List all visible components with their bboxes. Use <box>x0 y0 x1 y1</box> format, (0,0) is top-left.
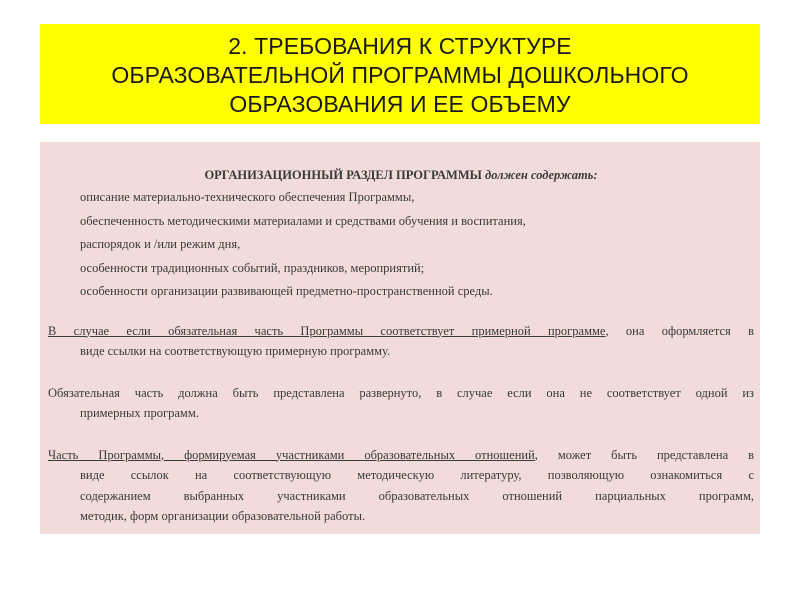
title-line-2: ОБРАЗОВАТЕЛЬНОЙ ПРОГРАММЫ ДОШКОЛЬНОГО <box>111 61 689 88</box>
content-panel <box>40 142 760 534</box>
title-banner <box>40 24 760 124</box>
list-item-text: распорядок и /или режим дня, <box>80 237 241 251</box>
underlined-phrase: В случае если обязательная часть Программы соответствует примерной программе <box>48 323 606 338</box>
list-item-text: особенности организации развивающей предметно-пространственной среды. <box>80 284 493 298</box>
paragraph-participants-part <box>48 445 754 527</box>
paragraph-detailed-part <box>48 383 754 424</box>
title-line-1: 2. ТРЕБОВАНИЯ К СТРУКТУРЕ <box>228 32 572 59</box>
requirements-list <box>48 186 754 304</box>
section-heading-bold: ОРГАНИЗАЦИОННЫЙ РАЗДЕЛ ПРОГРАММЫ <box>204 168 482 182</box>
paragraph-line: методик, форм организации образовательной работы. <box>80 509 366 523</box>
list-item <box>48 280 754 304</box>
section-heading-italic: должен содержать: <box>485 168 598 182</box>
section-heading <box>48 166 754 184</box>
paragraph-line <box>48 445 754 466</box>
underlined-phrase: Часть Программы, формируемая участниками образовательных отношений <box>48 447 535 462</box>
paragraph-line <box>48 321 754 342</box>
content-body <box>48 166 754 527</box>
paragraph-line: Обязательная часть должна быть представлена развернуто, в случае если она не соответствует одной из <box>48 385 754 400</box>
list-item-text: обеспеченность методическими материалами и средствами обучения и воспитания, <box>80 213 526 228</box>
list-item <box>48 233 754 257</box>
page-title <box>111 30 688 119</box>
list-item-text: описание материально-технического обеспечения Программы, <box>80 190 415 204</box>
list-item-text: особенности традиционных событий, праздников, мероприятий; <box>80 260 425 275</box>
paragraph-text: , может быть представлена в <box>534 447 755 462</box>
paragraph-line: примерных программ. <box>80 406 199 420</box>
paragraph-mandatory-part <box>48 321 754 362</box>
paragraph-line: виде ссылок на соответствующую методическую литературу, позволяющую ознакомиться с <box>80 468 754 482</box>
title-line-3: ОБРАЗОВАНИЯ И ЕЕ ОБЪЕМУ <box>229 90 571 117</box>
list-item <box>48 186 754 210</box>
list-item <box>48 210 754 234</box>
paragraph-line: виде ссылки на соответствующую примерную программу. <box>80 344 391 358</box>
paragraph-line: содержанием выбранных участниками образовательных отношений парциальных программ, <box>80 488 754 503</box>
list-item <box>48 257 754 281</box>
paragraph-text: , она оформляется в <box>605 323 754 338</box>
